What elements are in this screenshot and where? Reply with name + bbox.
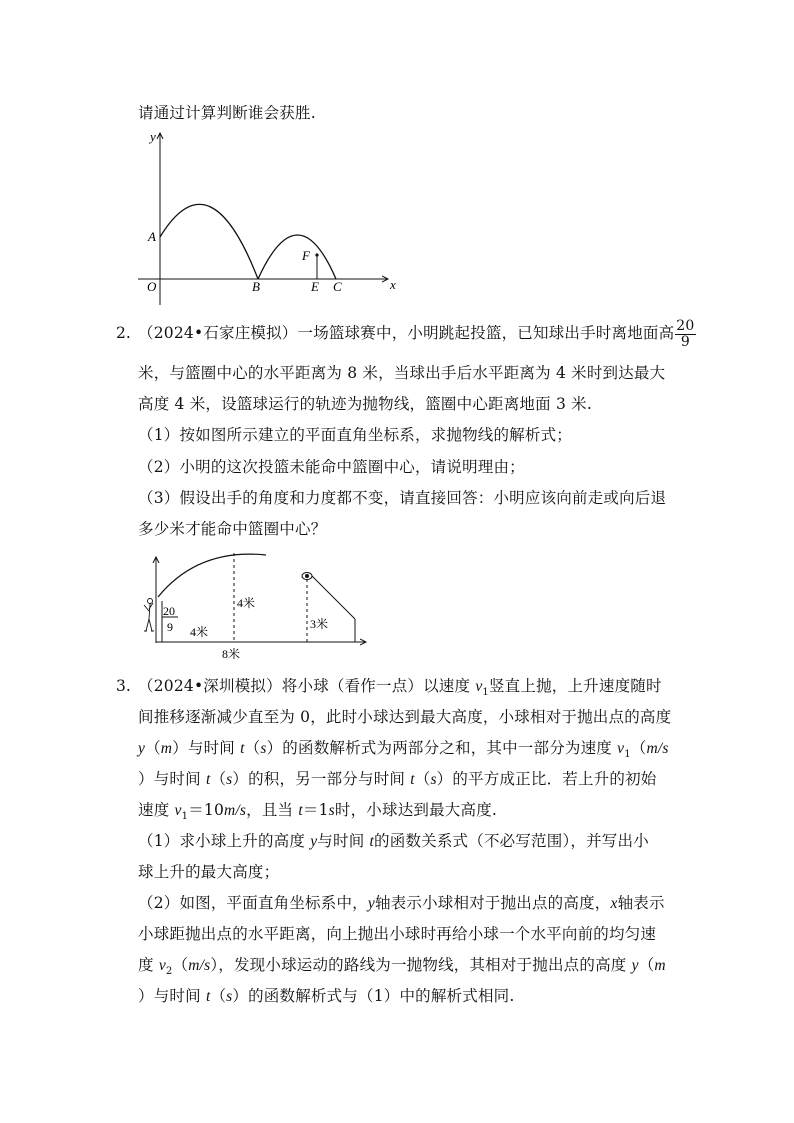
q3-part-1: （1）求小球上升的高度 y与时间 t的函数关系式（不必写范围），并写出小 (138, 832, 649, 850)
q3-line-1: （2024•深圳模拟）将小球（看作一点）以速度 $v_1$竖直上抛，上升速度随时 (138, 677, 662, 699)
q2-line-1: （2024•石家庄模拟）一场篮球赛中，小明跳起投篮，已知球出手时离地面高 $\frac{20}{9}$ (138, 317, 695, 350)
label-x: x (390, 277, 396, 292)
intro-text: 请通过计算判断谁会获胜. (138, 104, 316, 122)
label-3m: 3米 (310, 617, 329, 631)
q2-part-2: （2）小明的这次投篮未能命中篮圈中心，请说明理由； (138, 458, 525, 476)
q3-line-2: 间推移逐渐减少直至为 0，此时小球达到最大高度，小球相对于抛出点的高度 (138, 708, 672, 726)
label-4m-vertical: 4米 (237, 596, 256, 610)
fraction-20-9: $\frac{20}{9}$ (676, 317, 695, 350)
second-parabola-arc (258, 235, 336, 279)
label-A: A (148, 229, 156, 244)
q3-line-10: 度 $v_2(m/s)$，发现小球运动的路线为一抛物线，其相对于抛出点的高度 y（m (138, 956, 666, 978)
q3-number: 3. (116, 677, 131, 695)
label-C: C (333, 279, 342, 294)
q3-line-4: ）与时间 t（s）的积，另一部分与时间 t（s）的平方成正比．若上升的初始 (138, 770, 657, 788)
height-numerator: 20 (163, 604, 175, 618)
q3-part-2: （2）如图，平面直角坐标系中，y轴表示小球相对于抛出点的高度，x轴表示 (138, 894, 665, 912)
q3-line-3: y（m）与时间 t（s）的函数解析式为两部分之和，其中一部分为速度 $v_1(m/s$ (138, 739, 669, 761)
label-E: E (311, 279, 319, 294)
figure-1-parabola-graph (130, 125, 410, 310)
first-parabola-arc (160, 204, 258, 279)
label-O: O (147, 279, 157, 294)
figure-2-basketball-diagram (138, 545, 378, 663)
q3-line-7: 球上升的最大高度； (138, 863, 280, 881)
hoop-stand (312, 576, 355, 619)
label-8m: 8米 (222, 647, 241, 661)
height-denominator: 9 (167, 620, 173, 634)
point-F (315, 253, 318, 256)
q2-part-1: （1）按如图所示建立的平面直角坐标系，求抛物线的解析式； (138, 426, 572, 444)
label-F: F (302, 248, 310, 263)
q2-number: 2. (116, 324, 131, 342)
q2-line-3: 高度 4 米，设篮球运行的轨迹为抛物线，篮圈中心距离地面 3 米. (138, 395, 592, 413)
q3-line-5: 速度 $v_1=10m/s$，且当 t＝1s时，小球达到最大高度. (138, 801, 498, 823)
hoop-icon (302, 573, 312, 580)
q3-line-11: ）与时间 t（s）的函数解析式与（1）中的解析式相同. (138, 987, 515, 1005)
player-icon (144, 599, 154, 632)
ball-trajectory (158, 554, 266, 597)
q2-part-3: （3）假设出手的角度和力度都不变，请直接回答：小明应该向前走或向后退 (138, 489, 667, 507)
label-B: B (252, 279, 260, 294)
label-y: y (150, 129, 156, 144)
label-4m-horizontal: 4米 (190, 625, 209, 639)
q2-line-7: 多少米才能命中篮圈中心？ (138, 520, 327, 538)
q3-line-9: 小球距抛出点的水平距离，向上抛出小球时再给小球一个水平向前的均匀速 (138, 925, 657, 943)
q2-line-2: 米，与篮圈中心的水平距离为 8 米，当球出手后水平距离为 4 米时到达最大 (138, 364, 666, 382)
